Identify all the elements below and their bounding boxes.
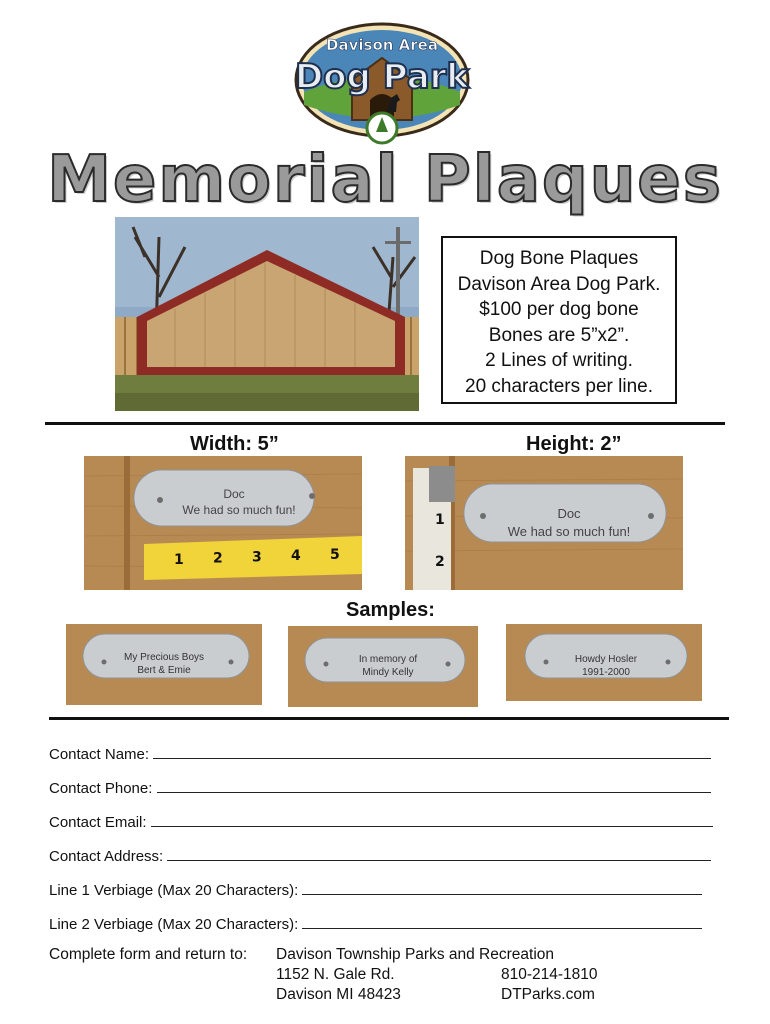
height-label: Height: 2”: [526, 433, 622, 455]
return-label: Complete form and return to:: [49, 946, 248, 963]
info-line: Bones are 5”x2”.: [488, 324, 630, 346]
sample-photo: [506, 624, 702, 701]
width-photo: [84, 456, 362, 590]
info-line: $100 per dog bone: [479, 299, 639, 320]
website-link[interactable]: DTParks.com: [501, 986, 595, 1003]
form-field-label: Line 2 Verbiage (Max 20 Characters):: [49, 916, 299, 933]
sample-photo: [288, 626, 478, 707]
samples-label: Samples:: [346, 599, 435, 621]
plaque-text-line2: We had so much fun!: [182, 503, 296, 517]
form-field-blank[interactable]: [167, 846, 711, 861]
form-field-blank[interactable]: [151, 812, 713, 827]
form-field-blank[interactable]: [157, 778, 711, 793]
sample-line1: In memory of: [358, 654, 418, 665]
ruler-number: 2: [435, 554, 445, 570]
info-line: Dog Bone Plaques: [479, 248, 639, 269]
divider: [45, 422, 725, 425]
info-line: Davison Area Dog Park.: [457, 273, 661, 295]
plaque-text-line1: Doc: [557, 506, 581, 521]
plaque-info-box: [441, 236, 677, 404]
form-field-label: Contact Email:: [49, 814, 147, 831]
ruler-number: 2: [213, 550, 223, 567]
ruler-number: 5: [330, 546, 340, 563]
form-field-contact-address[interactable]: [49, 846, 711, 865]
form-field-blank[interactable]: [153, 744, 711, 759]
divider: [49, 717, 729, 720]
form-field-label: Contact Phone:: [49, 780, 153, 797]
street-address: 1152 N. Gale Rd.: [276, 966, 395, 983]
form-field-line2-verbiage[interactable]: [49, 914, 702, 933]
sample-line2: Mindy Kelly: [362, 667, 414, 678]
form-field-blank[interactable]: [302, 880, 702, 895]
city-address: Davison MI 48423: [276, 986, 401, 1003]
form-field-contact-name[interactable]: [49, 744, 711, 763]
shed-photo: [115, 217, 419, 411]
sample-line1: Howdy Hosler: [574, 654, 638, 665]
ruler-number: 4: [291, 548, 301, 565]
ruler-number: 1: [435, 512, 445, 528]
form-field-label: Contact Name:: [49, 746, 150, 763]
logo-top-text: Davison Area: [326, 36, 438, 54]
sample-line2: Bert & Emie: [137, 665, 191, 676]
info-line: 2 Lines of writing.: [485, 350, 633, 371]
ruler-number: 3: [252, 549, 262, 566]
form-field-contact-email[interactable]: [49, 812, 713, 831]
width-label: Width: 5”: [190, 433, 279, 455]
logo-main-text: Dog Park: [294, 57, 470, 97]
form-field-label: Line 1 Verbiage (Max 20 Characters):: [49, 882, 299, 899]
form-field-contact-phone[interactable]: [49, 778, 711, 797]
form-field-line1-verbiage[interactable]: [49, 880, 702, 899]
plaque-text-line1: Doc: [223, 487, 245, 501]
height-photo: [405, 456, 683, 590]
dog-park-logo: [292, 20, 472, 148]
org-name: Davison Township Parks and Recreation: [276, 946, 555, 963]
ruler-number: 1: [174, 552, 184, 568]
sample-photo: [66, 624, 262, 705]
sample-line2: 1991-2000: [582, 667, 630, 678]
form-field-blank[interactable]: [302, 914, 702, 929]
page-title: Memorial Plaques: [47, 143, 723, 217]
sample-line1: My Precious Boys: [123, 652, 205, 663]
info-line: 20 characters per line.: [465, 375, 653, 397]
phone-number: 810-214-1810: [501, 966, 598, 983]
form-field-label: Contact Address:: [49, 848, 164, 865]
plaque-text-line2: We had so much fun!: [507, 524, 631, 539]
